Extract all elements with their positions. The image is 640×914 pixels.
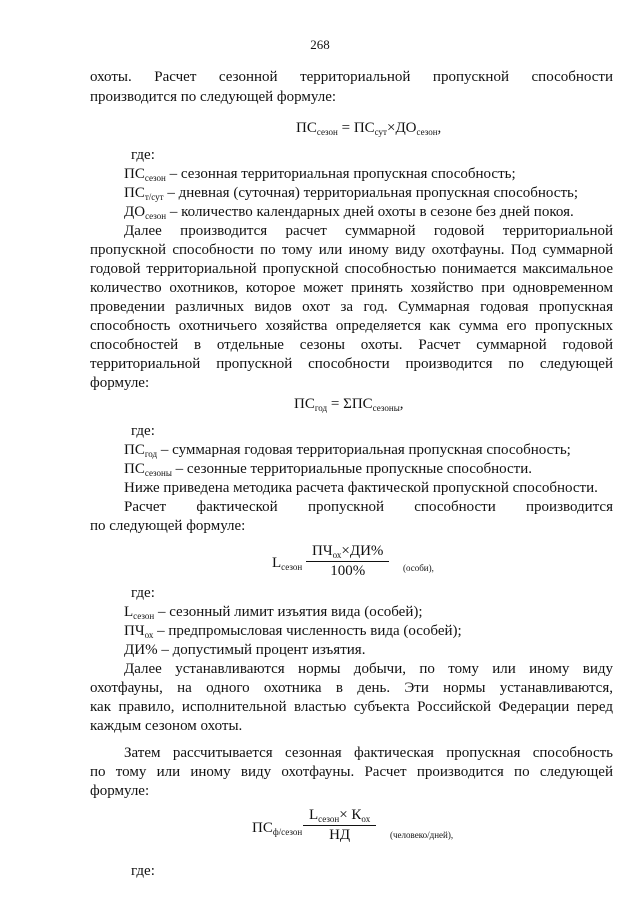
formula-actual-capacity-lhs: $ПС_{ф/сезон}$	[252, 820, 303, 837]
fraction-numerator: $L_{сезон}\times К_{ох}$	[303, 807, 376, 826]
paragraph-line: охотфауны, на одного охотника в день. Эти нормы устанавливаются,	[90, 680, 613, 696]
formula-unit: (особи),	[403, 563, 434, 573]
formula-season-capacity: $ПС_{сезон} = ПС_{сут}\times ДО_{сезон}$,	[296, 120, 442, 137]
where-label: где:	[131, 147, 155, 163]
fraction-numerator: $ПЧ_{ох}\times ДИ\%$	[306, 543, 389, 562]
paragraph-line: по следующей формуле:	[90, 518, 246, 534]
paragraph-line: Далее производится расчет суммарной годовой территориальной	[124, 223, 613, 239]
formula-season-limit-fraction	[306, 543, 389, 580]
paragraph-line: производится по следующей формуле:	[90, 89, 337, 105]
definition-line: $L_{сезон}$ – сезонный лимит изъятия вида (особей);	[124, 604, 423, 621]
formula-annual-capacity: $ПС_{год} = \Sigma ПС_{сезоны}$,	[294, 396, 404, 413]
paragraph-line: Далее устанавливаются нормы добычи, по тому или иному виду	[124, 661, 613, 677]
definition-line: $ПС_{сезон}$ – сезонная территориальная пропускная способность;	[124, 166, 516, 183]
definition-line: $ПС_{год}$ – суммарная годовая территориальная пропускная способность;	[124, 442, 571, 459]
fraction-denominator: НД	[329, 827, 351, 843]
formula-unit: (человеко/дней),	[390, 830, 454, 840]
definition-line: $ПС_{т/сут}$ – дневная (суточная) территориальная пропускная способность;	[124, 185, 579, 202]
definition-line: $ДО_{сезон}$ – количество календарных дней охоты в сезоне без дней покоя.	[124, 204, 574, 221]
definition-line: ДИ% – допустимый процент изъятия.	[124, 642, 366, 658]
definition-line: $ПЧ_{ох}$ – предпромысловая численность вида (особей);	[124, 623, 462, 640]
definition-line: $ПС_{сезоны}$ – сезонные территориальные пропускные способности.	[124, 461, 532, 478]
paragraph-line: Расчет фактической пропускной способности производится	[124, 499, 613, 515]
paragraph-line: охоты. Расчет сезонной территориальной пропускной способности	[90, 69, 613, 85]
paragraph-line: проведении различных видов охот за год. Суммарная годовая пропускная	[90, 299, 613, 315]
formula-season-limit-lhs: $L_{сезон}$	[272, 555, 303, 572]
paragraph-line: территориальной пропускной способности производится по следующей	[90, 356, 613, 372]
fraction-denominator: 100%	[330, 563, 366, 579]
paragraph-line: как правило, исполнительной властью субъекта Российской Федерации перед	[90, 699, 613, 715]
formula-actual-capacity-fraction	[303, 807, 376, 844]
paragraph-line: количество охотников, которое может принять хозяйство при одновременном	[90, 280, 613, 296]
where-label: где:	[131, 585, 155, 601]
where-label: где:	[131, 423, 155, 439]
paragraph-line: годовой территориальной пропускной способностью понимается максимальное	[90, 261, 613, 277]
paragraph-line: пропускной способности по тому или иному виду охотфауны. Под суммарной	[90, 242, 613, 258]
paragraph-line: формуле:	[90, 375, 150, 391]
where-label: где:	[131, 863, 155, 879]
paragraph-line: по тому или иному виду охотфауны. Расчет производится по следующей	[90, 764, 613, 780]
paragraph-line: каждым сезоном охоты.	[90, 718, 243, 734]
page-number: 268	[310, 37, 330, 52]
paragraph-line: формуле:	[90, 783, 150, 799]
paragraph-line: способностей в отдельные сезоны охоты. Расчет суммарной годовой	[90, 337, 613, 353]
paragraph-line: способность охотничьего хозяйства определяется как сумма его пропускных	[90, 318, 613, 334]
paragraph-line: Затем рассчитывается сезонная фактическая пропускная способность	[124, 745, 613, 761]
paragraph-line: Ниже приведена методика расчета фактической пропускной способности.	[124, 480, 598, 496]
